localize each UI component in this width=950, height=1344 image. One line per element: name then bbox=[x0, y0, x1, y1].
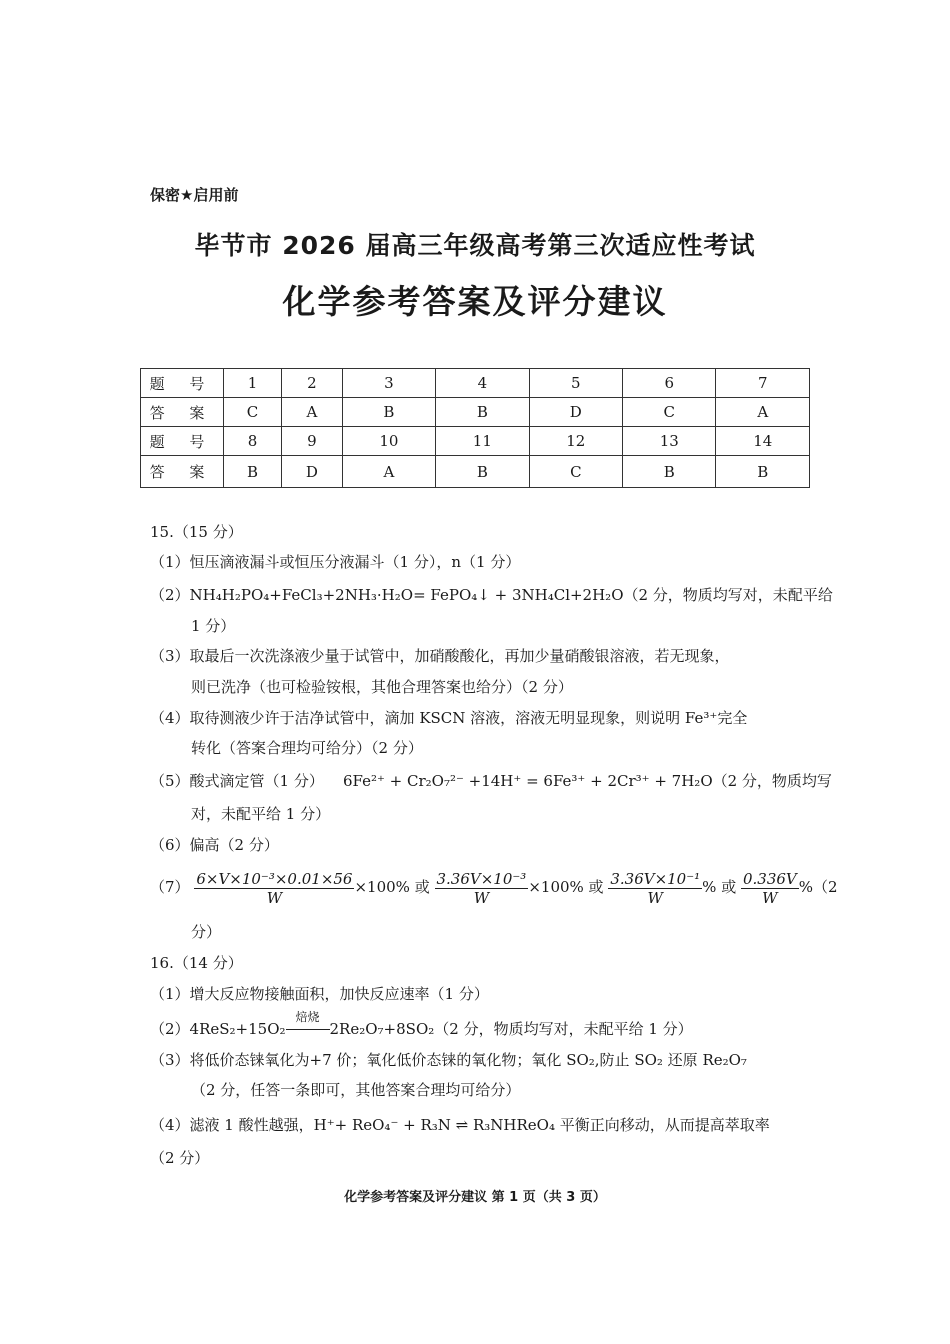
question-number: 7 bbox=[716, 369, 810, 398]
q15-part1: （1）恒压滴液漏斗或恒压分液漏斗（1 分），n（1 分） bbox=[150, 553, 521, 571]
answer-cell: B bbox=[436, 456, 529, 488]
question-number: 9 bbox=[282, 427, 343, 456]
table-row bbox=[141, 369, 810, 398]
answer-label: 答 案 bbox=[141, 456, 224, 488]
q16-heading: 16.（14 分） bbox=[150, 954, 243, 972]
question-number: 12 bbox=[529, 427, 622, 456]
fraction-3-tail: % 或 bbox=[702, 878, 737, 896]
question-number: 8 bbox=[224, 427, 282, 456]
q15-part2-equation: NH₄H₂PO₄+FeCl₃+2NH₃·H₂O= FePO₄↓ + 3NH₄Cl+2H₂O bbox=[189, 586, 624, 604]
table-row bbox=[141, 427, 810, 456]
q16-part2-suffix: 2Re₂O₇+8SO₂（2 分，物质均写对，未配平给 1 分） bbox=[329, 1020, 693, 1038]
table-row bbox=[141, 398, 810, 427]
answer-cell: D bbox=[529, 398, 622, 427]
q16-part2 bbox=[150, 1010, 693, 1039]
fraction-denominator: W bbox=[266, 888, 283, 907]
fraction-2-tail: ×100% 或 bbox=[528, 878, 604, 896]
reaction-condition bbox=[286, 1010, 330, 1039]
answer-cell: C bbox=[623, 398, 716, 427]
answer-label: 答 案 bbox=[141, 398, 224, 427]
q15-part5-cont: 对，未配平给 1 分） bbox=[191, 805, 331, 823]
q15-part5 bbox=[150, 771, 832, 791]
q15-part7 bbox=[150, 868, 838, 907]
reaction-condition-label: 焙烧 bbox=[295, 1010, 320, 1024]
question-number-label: 题 号 bbox=[141, 427, 224, 456]
q15-part5-note: （2 分，物质均写 bbox=[712, 772, 832, 790]
reaction-arrow-line bbox=[286, 1029, 330, 1030]
q15-part4-cont: 转化（答案合理均可给分）（2 分） bbox=[191, 739, 423, 757]
q16-part4: （4）滤液 1 酸性越强，H⁺+ ReO₄⁻ + R₃N ⇌ R₃NHReO₄ 平衡正向移动，从而提高萃取率 bbox=[150, 1116, 770, 1134]
answer-cell: C bbox=[224, 398, 282, 427]
q15-part7-prefix: （7） bbox=[150, 878, 190, 896]
fraction-4 bbox=[741, 870, 799, 907]
fraction-denominator: W bbox=[647, 888, 663, 907]
fraction-1 bbox=[194, 870, 354, 907]
question-number-label: 题 号 bbox=[141, 369, 224, 398]
question-number: 13 bbox=[623, 427, 716, 456]
q15-part4: （4）取待测液少许于洁净试管中，滴加 KSCN 溶液，溶液无明显现象，则说明 Fe³⁺完全 bbox=[150, 709, 748, 727]
fraction-4-tail: %（2 bbox=[798, 878, 838, 896]
q15-part5-prefix: （5）酸式滴定管（1 分） bbox=[150, 772, 324, 790]
document-title: 化学参考答案及评分建议 bbox=[282, 282, 668, 321]
answer-cell: A bbox=[716, 398, 810, 427]
answer-cell: D bbox=[282, 456, 343, 488]
fraction-numerator: 3.36V×10⁻³ bbox=[436, 869, 527, 888]
answer-cell: B bbox=[716, 456, 810, 488]
q16-part1: （1）增大反应物接触面积，加快反应速率（1 分） bbox=[150, 985, 489, 1003]
q15-part7-cont: 分） bbox=[191, 923, 222, 941]
fraction-1-tail: ×100% 或 bbox=[354, 878, 430, 896]
answer-cell: B bbox=[623, 456, 716, 488]
q16-part3-cont: （2 分，任答一条即可，其他答案合理均可给分） bbox=[191, 1081, 521, 1099]
answer-cell: B bbox=[436, 398, 529, 427]
confidential-label: 保密★启用前 bbox=[150, 186, 239, 204]
answer-cell: B bbox=[342, 398, 435, 427]
q15-part2-cont: 1 分） bbox=[191, 617, 236, 635]
fraction-denominator: W bbox=[762, 888, 778, 907]
question-number: 5 bbox=[529, 369, 622, 398]
answer-cell: A bbox=[282, 398, 343, 427]
q15-part3-cont: 则已洗净（也可检验铵根，其他合理答案也给分）（2 分） bbox=[191, 678, 573, 696]
q15-part6: （6）偏高（2 分） bbox=[150, 836, 279, 854]
fraction-numerator: 0.336V bbox=[742, 869, 797, 888]
question-number: 4 bbox=[436, 369, 529, 398]
q16-part2-prefix: （2）4ReS₂+15O₂ bbox=[150, 1020, 286, 1038]
fraction-numerator: 6×V×10⁻³×0.01×56 bbox=[196, 869, 353, 888]
answer-cell: A bbox=[342, 456, 435, 488]
fraction-numerator: 3.36V×10⁻¹ bbox=[610, 869, 701, 888]
question-number: 10 bbox=[342, 427, 435, 456]
q15-part2-prefix: （2） bbox=[150, 586, 190, 604]
fraction-2 bbox=[435, 870, 529, 907]
question-number: 14 bbox=[716, 427, 810, 456]
answer-table bbox=[140, 368, 810, 488]
fraction-denominator: W bbox=[473, 888, 490, 907]
q16-part4-cont: （2 分） bbox=[150, 1149, 210, 1167]
answer-cell: C bbox=[529, 456, 622, 488]
question-number: 6 bbox=[623, 369, 716, 398]
q16-part3: （3）将低价态铼氧化为+7 价；氧化低价态铼的氧化物；氧化 SO₂,防止 SO₂ 还原 Re₂O₇ bbox=[150, 1051, 747, 1069]
question-number: 11 bbox=[436, 427, 529, 456]
q15-heading: 15.（15 分） bbox=[150, 523, 243, 541]
table-row bbox=[141, 456, 810, 488]
q15-part5-equation: 6Fe²⁺ + Cr₂O₇²⁻ +14H⁺ = 6Fe³⁺ + 2Cr³⁺ + 7H₂O bbox=[342, 772, 713, 790]
fraction-3 bbox=[608, 870, 702, 907]
q15-part2 bbox=[150, 585, 833, 605]
q15-part3: （3）取最后一次洗涤液少量于试管中，加硝酸酸化，再加少量硝酸银溶液，若无现象， bbox=[150, 647, 730, 665]
question-number: 2 bbox=[282, 369, 343, 398]
exam-title: 毕节市 2026 届高三年级高考第三次适应性考试 bbox=[194, 231, 756, 260]
question-number: 1 bbox=[224, 369, 282, 398]
question-number: 3 bbox=[342, 369, 435, 398]
answer-cell: B bbox=[224, 456, 282, 488]
q15-part2-note: （2 分，物质均写对，未配平给 bbox=[623, 586, 833, 604]
page-footer: 化学参考答案及评分建议 第 1 页（共 3 页） bbox=[344, 1190, 606, 1205]
